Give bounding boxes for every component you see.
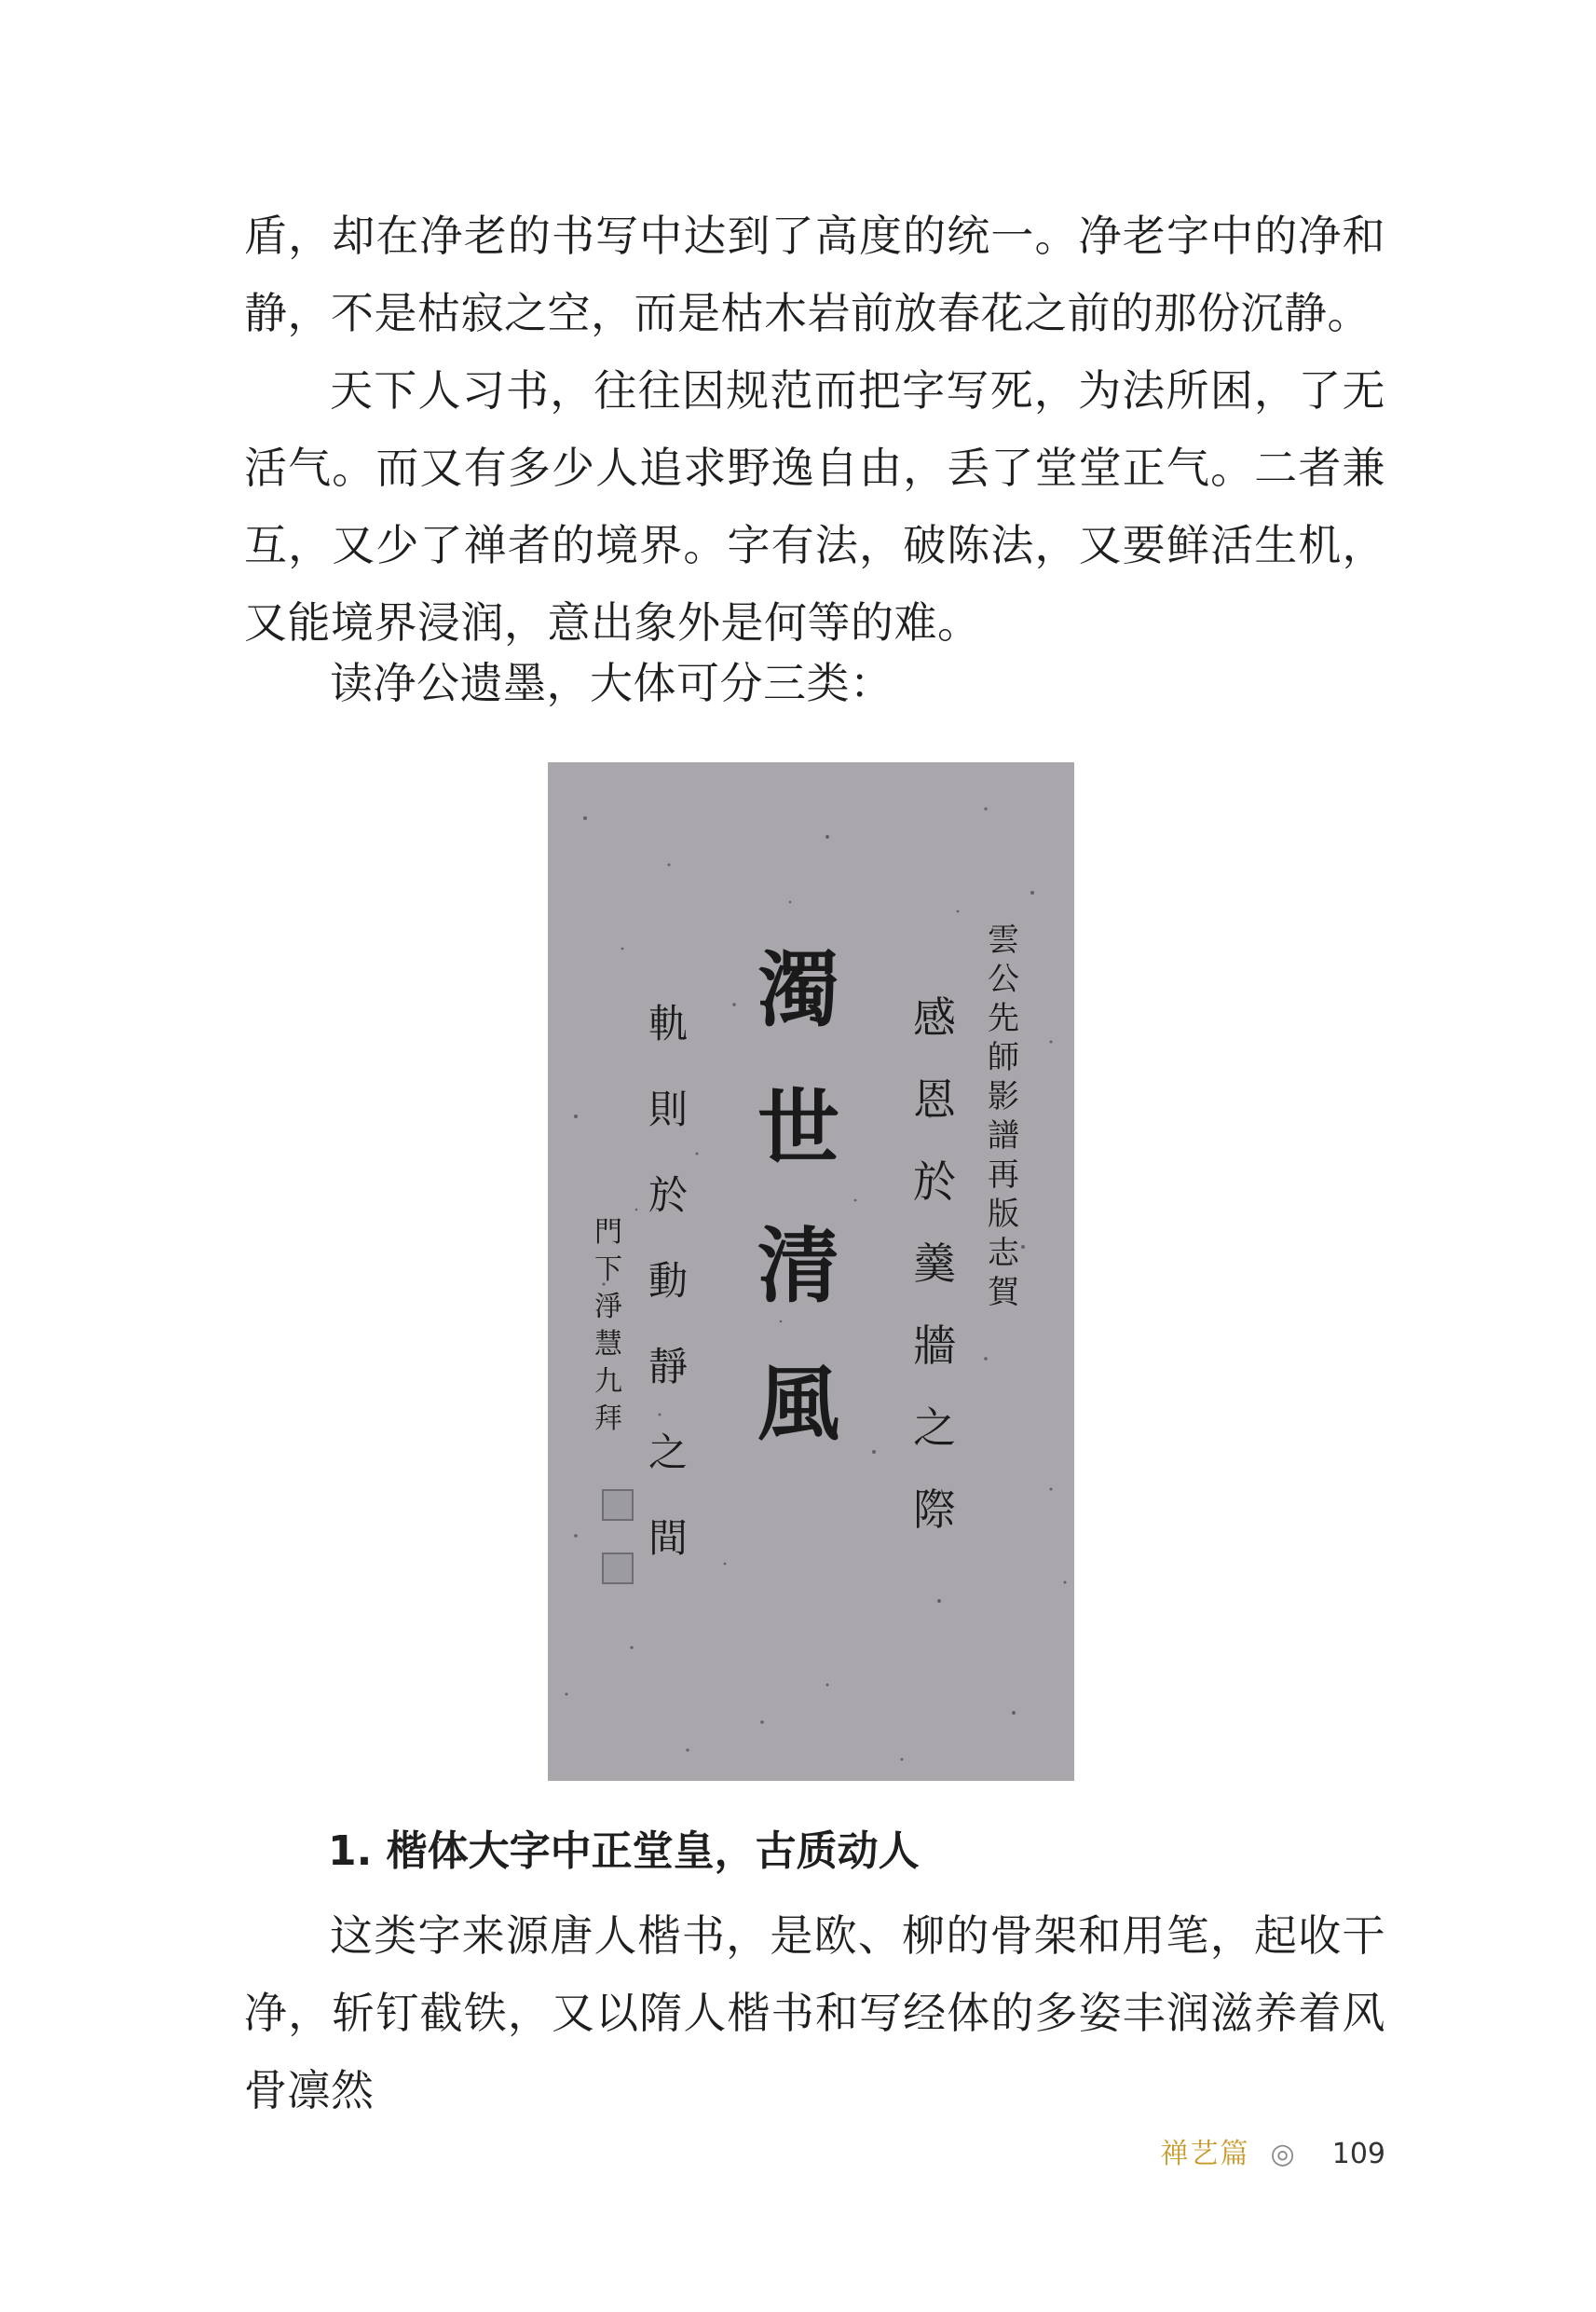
body-paragraph: 天下人习书，往往因规范而把字写死，为法所困，了无活气。而又有多少人追求野逸自由，丢了堂堂正气。二者兼互，又少了禅者的境界。字有法，破陈法，又要鲜活生机，又能境界浸润，意出象外是何等的难。 [244, 365, 1385, 648]
section-paragraph: 这类字来源唐人楷书，是欧、柳的骨架和用笔，起收干净，斩钉截铁，又以隋人楷书和写经体的多姿丰润滋养着风骨凛然 [244, 1910, 1385, 2115]
section-heading: 1. 楷体大字中正堂皇，古质动人 [328, 1827, 920, 1875]
circle-dot-icon: ◎ [1270, 2138, 1295, 2170]
seal-stamp [602, 1489, 634, 1521]
footer-section-name: 禅艺篇 [1160, 2138, 1250, 2170]
dedication-column: 感 恩 於 羹 牆 之 際 [913, 992, 956, 1535]
signature-column: 門 下 淨 慧 九 拜 [594, 1216, 622, 1435]
calligraphy-title-column: 濁 世 清 風 [757, 941, 840, 1452]
phrase-column: 軌 則 於 動 靜 之 間 [648, 1001, 689, 1561]
page-footer [1161, 2134, 1385, 2175]
page-number: 109 [1331, 2138, 1385, 2170]
dedication-small-column: 雲 公 先 師 影 譜 再 版 志 賀 [988, 922, 1019, 1311]
continuation-paragraph: 盾，却在净老的书写中达到了高度的统一。净老字中的净和静，不是枯寂之空，而是枯木岩前放春花之前的那份沉静。 [244, 211, 1385, 338]
seal-stamp [602, 1553, 634, 1584]
calligraphy-image [548, 762, 1074, 1781]
body-paragraph-intro: 读净公遗墨，大体可分三类： [330, 658, 893, 708]
